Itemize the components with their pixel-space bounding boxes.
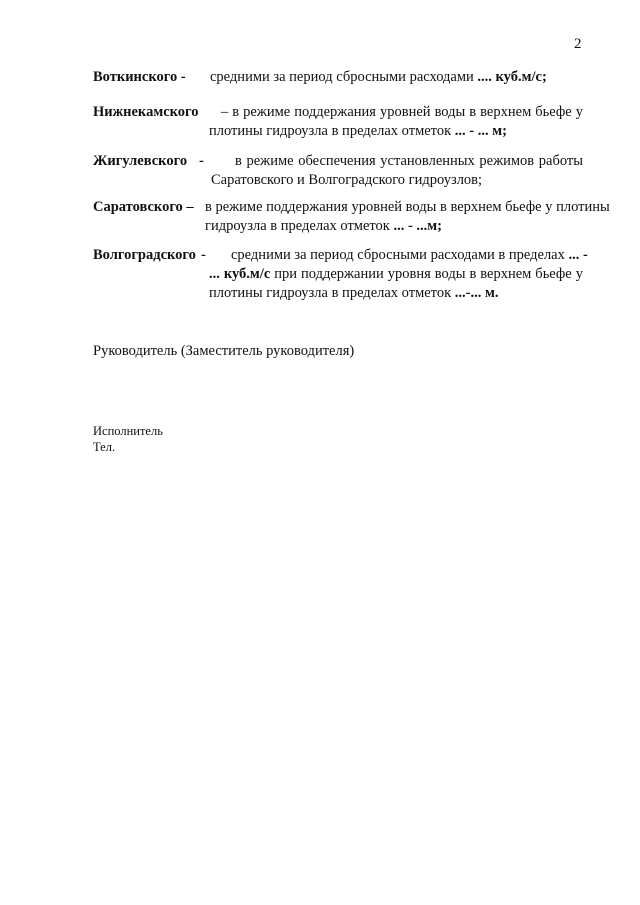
entry-label: Саратовского – xyxy=(93,199,194,215)
phone-label: Тел. xyxy=(93,440,116,454)
entry-line: плотины гидроузла в пределах отметок ...-... м. xyxy=(209,285,499,301)
entry-line: в режиме обеспечения установленных режимов работы xyxy=(235,153,583,169)
entry-line: гидроузла в пределах отметок ... - ...м; xyxy=(205,218,443,234)
entry-label: Жигулевского xyxy=(93,153,188,169)
entry-line: в режиме поддержания уровней воды в верхнем бьефе у плотины xyxy=(205,199,610,215)
entry-text xyxy=(209,103,583,141)
entry-text xyxy=(205,198,610,236)
entry-dash: - xyxy=(201,247,206,263)
entry-line: – в режиме поддержания уровней воды в верхнем бьефе у xyxy=(221,104,583,120)
entry-line: ... куб.м/с при поддержании уровня воды в верхнем бьефе у xyxy=(209,266,583,282)
entry-line: средними за период сбросными расходами в пределах ... - xyxy=(231,247,588,263)
executor-label: Исполнитель xyxy=(93,424,163,438)
entry-label: Нижнекамского xyxy=(93,104,199,120)
entry-text xyxy=(210,68,590,87)
entry-line: Саратовского и Волгоградского гидроузлов; xyxy=(211,172,483,188)
entry-text xyxy=(209,246,588,303)
entry-line: средними за период сбросными расходами .... куб.м/с; xyxy=(210,69,547,85)
entry-label: Воткинского - xyxy=(93,69,186,85)
entry-dash: - xyxy=(199,153,204,169)
entry-label: Волгоградского xyxy=(93,247,196,263)
entry-line: плотины гидроузла в пределах отметок ... - ... м; xyxy=(209,123,507,139)
entry-text xyxy=(211,152,583,190)
page-number: 2 xyxy=(574,36,582,52)
signature-line: Руководитель (Заместитель руководителя) xyxy=(93,343,355,359)
